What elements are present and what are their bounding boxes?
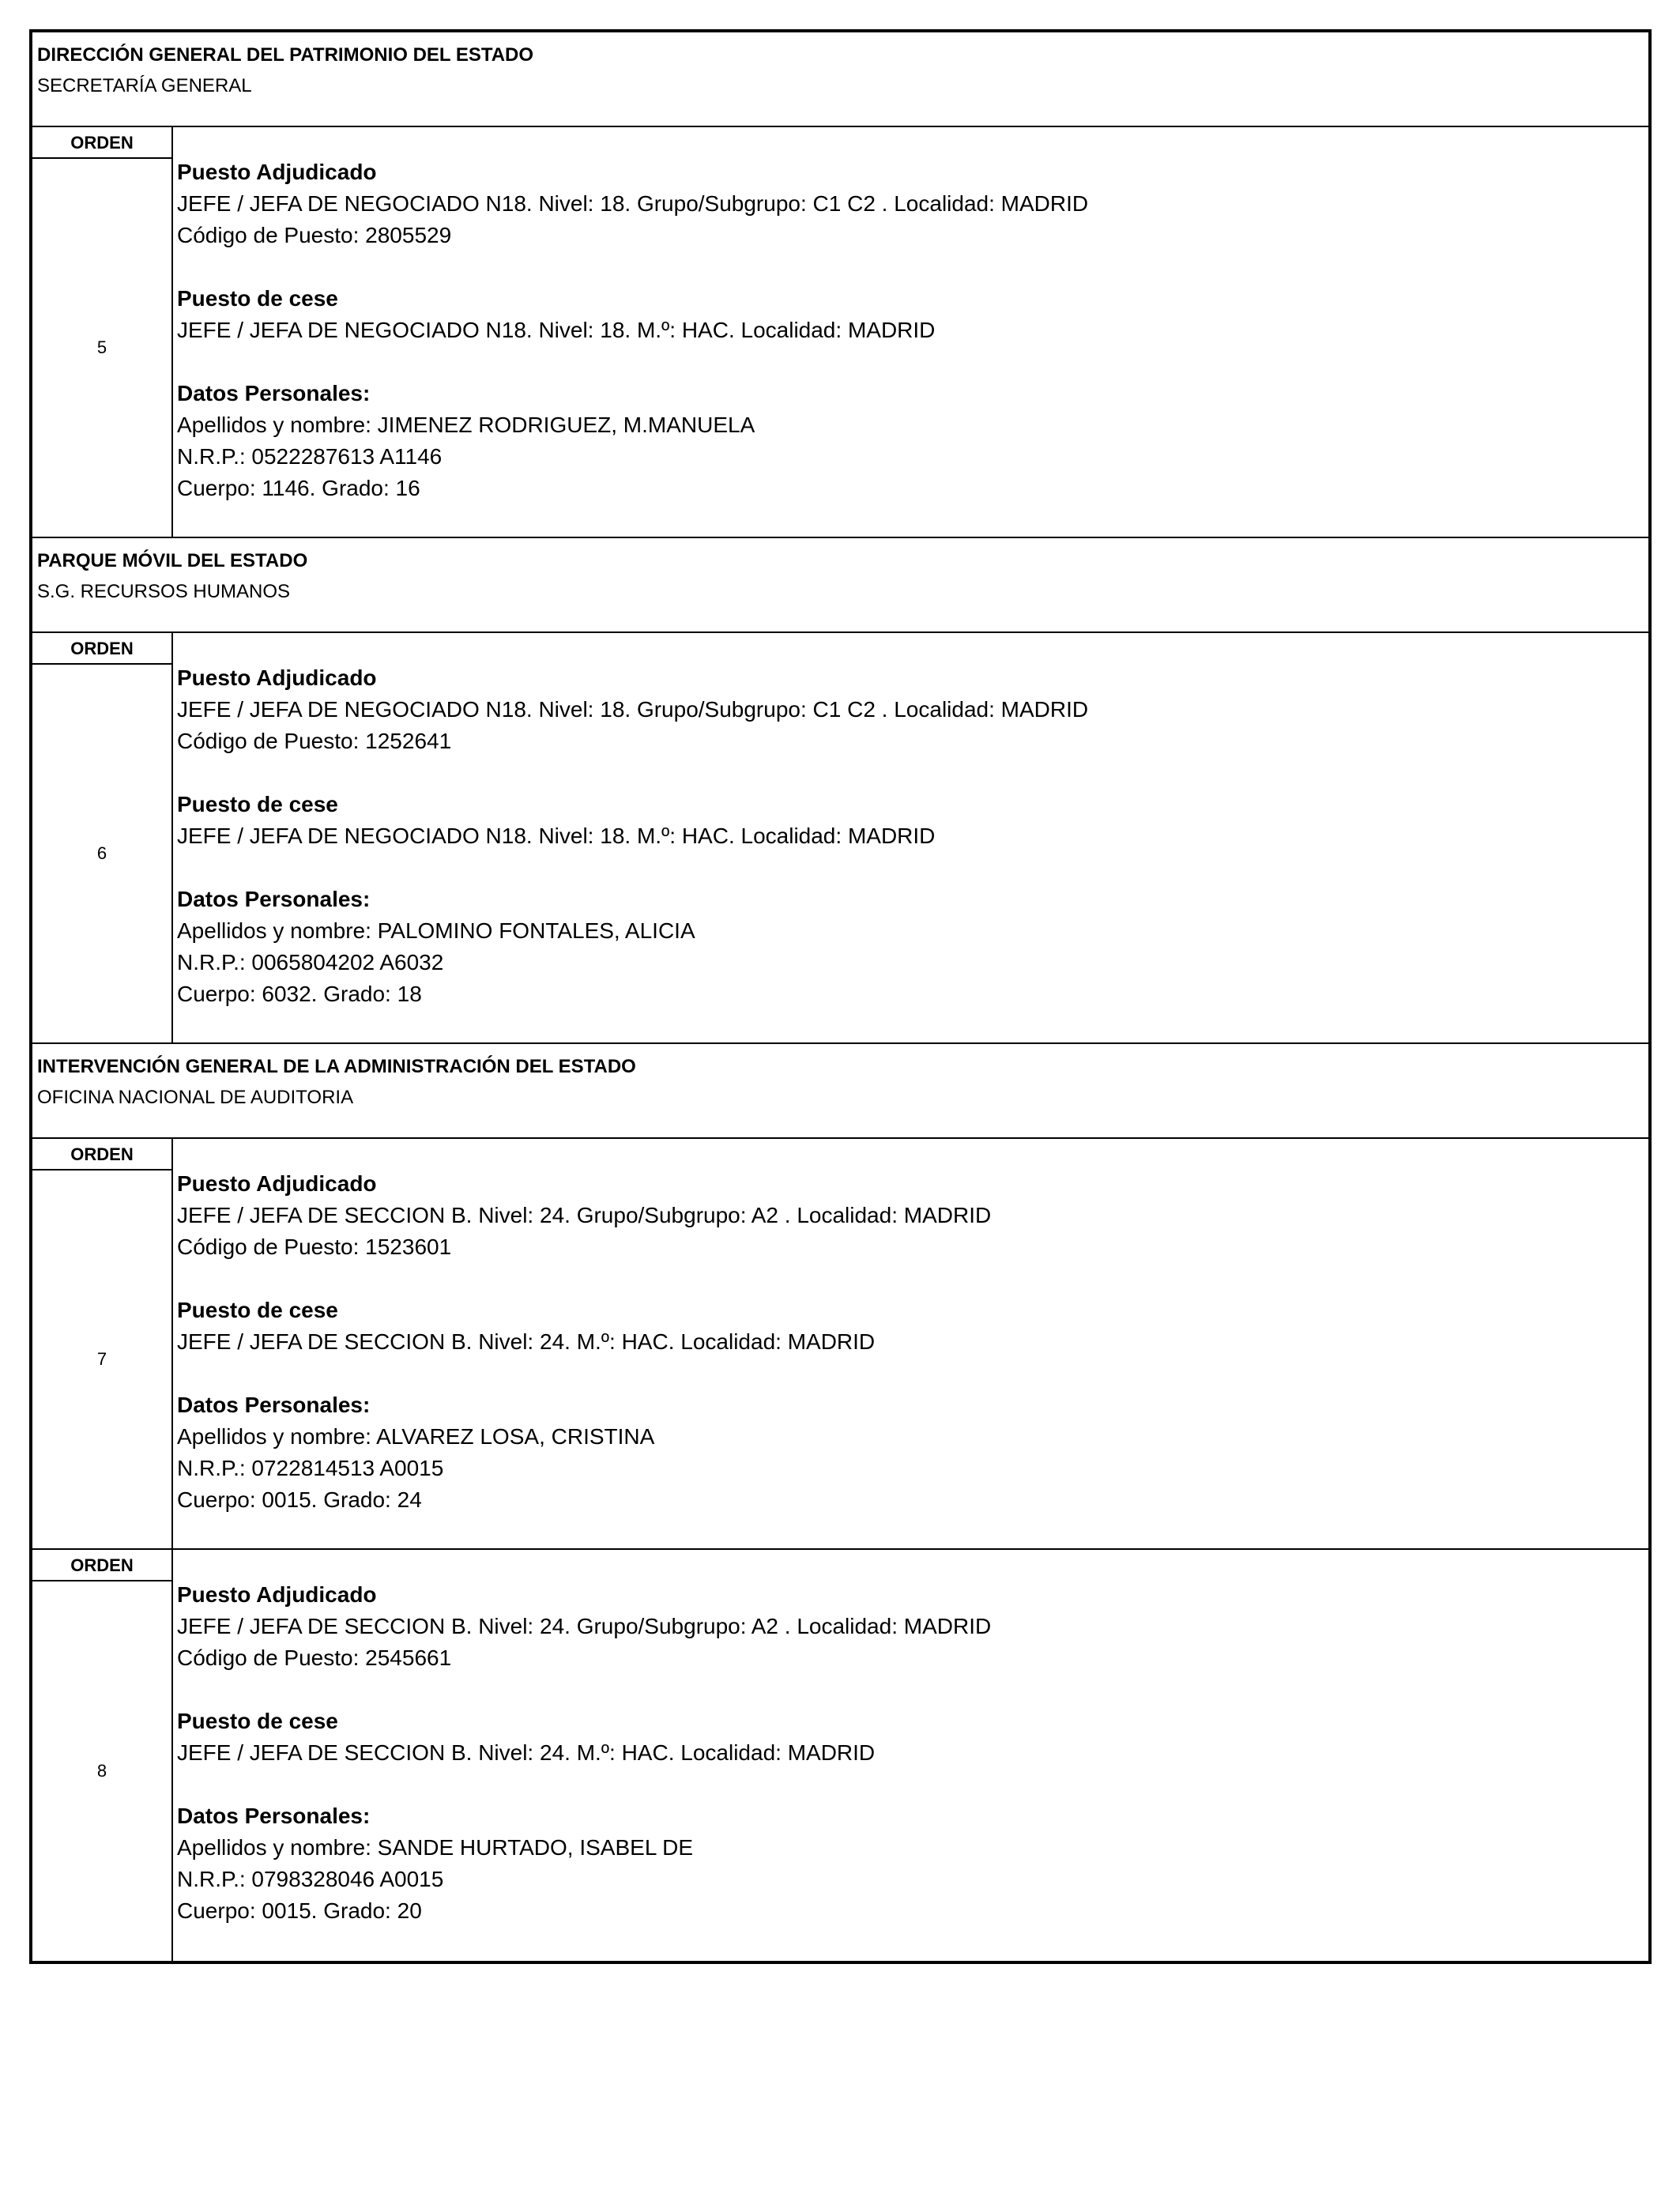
orden-label: ORDEN <box>32 633 171 665</box>
unit-subtitle: SECRETARÍA GENERAL <box>37 75 252 96</box>
personales-heading: Datos Personales: <box>177 887 371 911</box>
cese-text: JEFE / JEFA DE NEGOCIADO N18. Nivel: 18. M.º: HAC. Localidad: MADRID <box>177 318 936 342</box>
nrp-text: N.R.P.: 0065804202 A6032 <box>177 950 444 974</box>
orden-column <box>32 1550 173 1961</box>
orden-label: ORDEN <box>32 1139 171 1171</box>
record-content <box>173 633 1648 1042</box>
record-content <box>173 1139 1648 1548</box>
codigo-puesto: Código de Puesto: 2805529 <box>177 223 452 247</box>
cuerpo-text: Cuerpo: 0015. Grado: 20 <box>177 1898 422 1923</box>
orden-number: 7 <box>96 1349 107 1369</box>
orden-number: 5 <box>96 337 107 357</box>
cuerpo-text: Cuerpo: 1146. Grado: 16 <box>177 476 420 500</box>
unit-title: INTERVENCIÓN GENERAL DE LA ADMINISTRACIÓN DEL ESTADO <box>37 1056 636 1077</box>
cese-text: JEFE / JEFA DE NEGOCIADO N18. Nivel: 18. M.º: HAC. Localidad: MADRID <box>177 824 936 848</box>
nombre-text: Apellidos y nombre: JIMENEZ RODRIGUEZ, M.MANUELA <box>177 413 755 437</box>
orden-column <box>32 127 173 537</box>
unit-title: PARQUE MÓVIL DEL ESTADO <box>37 550 308 571</box>
codigo-puesto: Código de Puesto: 1523601 <box>177 1235 452 1259</box>
cese-text: JEFE / JEFA DE SECCION B. Nivel: 24. M.º: HAC. Localidad: MADRID <box>177 1740 876 1765</box>
nrp-text: N.R.P.: 0798328046 A0015 <box>177 1867 444 1891</box>
record-row <box>32 633 1648 1044</box>
nrp-text: N.R.P.: 0722814513 A0015 <box>177 1456 444 1480</box>
record-content <box>173 127 1648 537</box>
unit-header <box>32 538 1648 633</box>
cuerpo-text: Cuerpo: 6032. Grado: 18 <box>177 982 422 1006</box>
cese-heading: Puesto de cese <box>177 1709 338 1733</box>
record-content <box>173 1550 1648 1961</box>
codigo-puesto: Código de Puesto: 2545661 <box>177 1646 452 1670</box>
personales-heading: Datos Personales: <box>177 381 371 405</box>
record-row <box>32 1139 1648 1550</box>
nombre-text: Apellidos y nombre: SANDE HURTADO, ISABEL DE <box>177 1835 694 1860</box>
adjudicado-text: JEFE / JEFA DE SECCION B. Nivel: 24. Grupo/Subgrupo: A2 . Localidad: MADRID <box>177 1614 992 1638</box>
nrp-text: N.R.P.: 0522287613 A1146 <box>177 444 443 469</box>
adjudicado-heading: Puesto Adjudicado <box>177 160 377 184</box>
orden-column <box>32 633 173 1042</box>
adjudicado-heading: Puesto Adjudicado <box>177 665 377 690</box>
cese-heading: Puesto de cese <box>177 286 338 311</box>
nombre-text: Apellidos y nombre: ALVAREZ LOSA, CRISTINA <box>177 1424 655 1449</box>
record-row <box>32 127 1648 538</box>
cese-text: JEFE / JEFA DE SECCION B. Nivel: 24. M.º: HAC. Localidad: MADRID <box>177 1329 876 1354</box>
personales-heading: Datos Personales: <box>177 1804 371 1828</box>
record-row <box>32 1550 1648 1961</box>
orden-label: ORDEN <box>32 1550 171 1581</box>
cese-heading: Puesto de cese <box>177 792 338 816</box>
codigo-puesto: Código de Puesto: 1252641 <box>177 729 452 753</box>
nombre-text: Apellidos y nombre: PALOMINO FONTALES, ALICIA <box>177 918 695 943</box>
resolution-table <box>29 29 1652 1964</box>
orden-number: 8 <box>96 1761 107 1781</box>
cese-heading: Puesto de cese <box>177 1298 338 1322</box>
unit-header <box>32 1044 1648 1139</box>
orden-label: ORDEN <box>32 127 171 159</box>
cuerpo-text: Cuerpo: 0015. Grado: 24 <box>177 1487 422 1512</box>
adjudicado-heading: Puesto Adjudicado <box>177 1582 377 1607</box>
adjudicado-heading: Puesto Adjudicado <box>177 1171 377 1196</box>
adjudicado-text: JEFE / JEFA DE SECCION B. Nivel: 24. Grupo/Subgrupo: A2 . Localidad: MADRID <box>177 1203 992 1227</box>
adjudicado-text: JEFE / JEFA DE NEGOCIADO N18. Nivel: 18. Grupo/Subgrupo: C1 C2 . Localidad: MADRID <box>177 191 1089 216</box>
adjudicado-text: JEFE / JEFA DE NEGOCIADO N18. Nivel: 18. Grupo/Subgrupo: C1 C2 . Localidad: MADRID <box>177 697 1089 722</box>
personales-heading: Datos Personales: <box>177 1393 371 1417</box>
orden-number: 6 <box>96 843 107 863</box>
orden-column <box>32 1139 173 1548</box>
unit-subtitle: OFICINA NACIONAL DE AUDITORIA <box>37 1087 354 1108</box>
unit-title: DIRECCIÓN GENERAL DEL PATRIMONIO DEL ESTADO <box>37 44 534 66</box>
unit-subtitle: S.G. RECURSOS HUMANOS <box>37 581 291 602</box>
unit-header <box>32 32 1648 127</box>
